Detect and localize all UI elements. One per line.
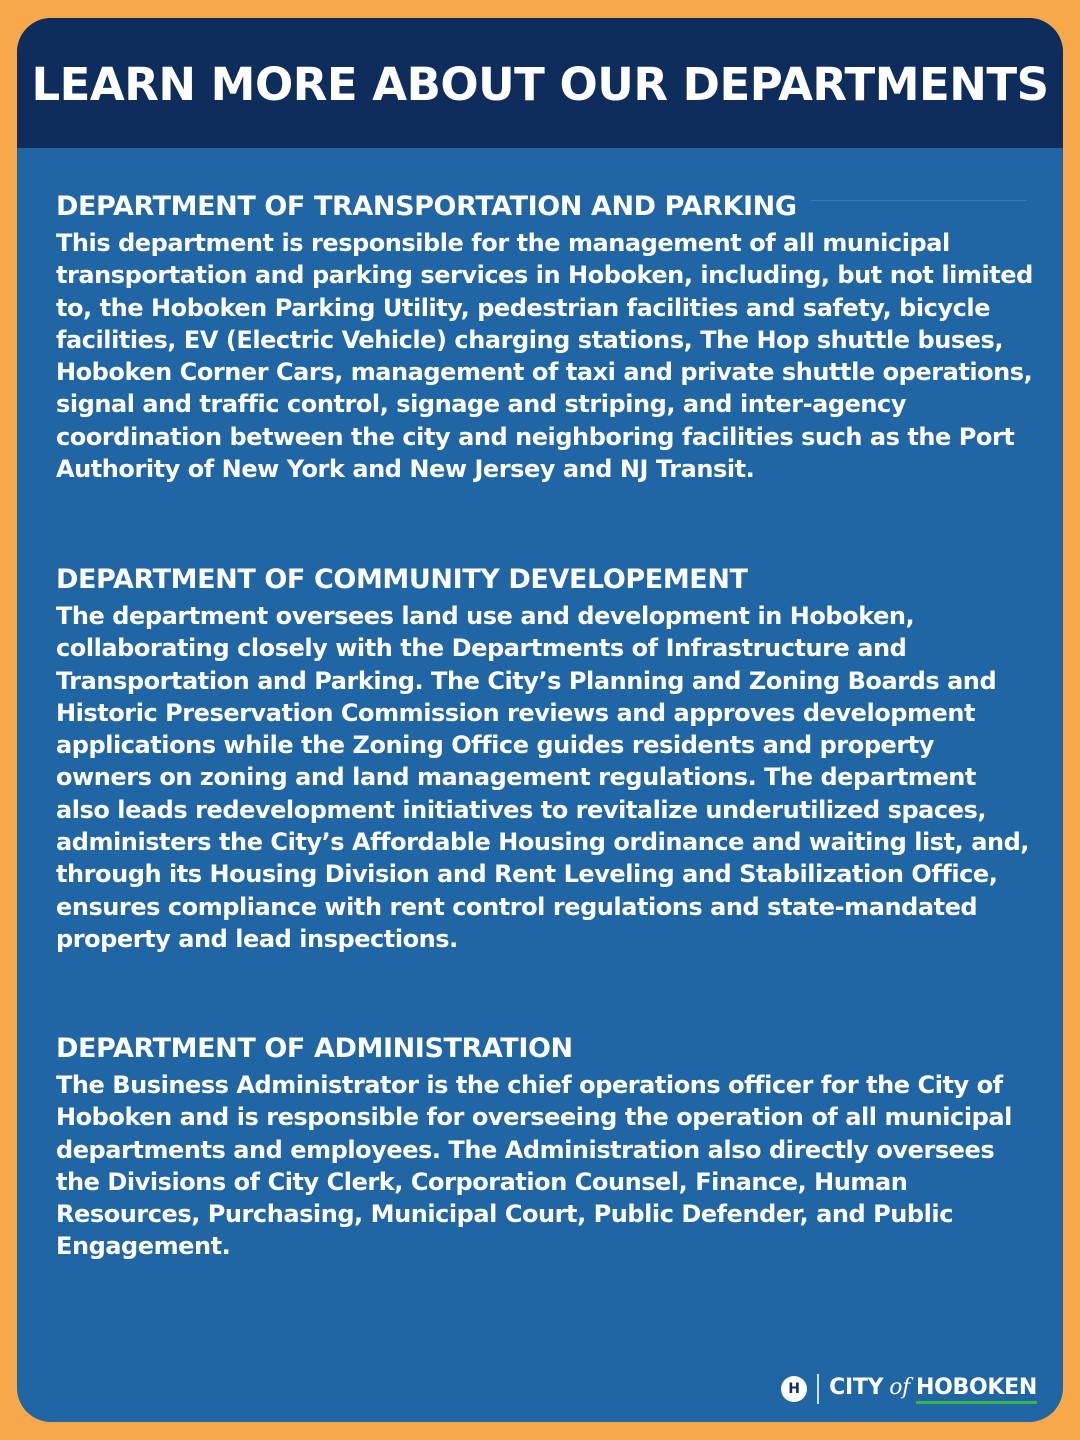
section-body: The Business Administrator is the chief operations officer for the City of Hoboken and is responsible for overseeing the operation of all municipal departments and employees. The Administration also directly oversees the Divisions of City Clerk, Corporation Counsel, Finance, Human Resources, Purchasing, Municipal Court, Public Defender, and Public Engagement. — [56, 1071, 1012, 1261]
logo-city-text: CITY — [829, 1374, 884, 1400]
section-body: This department is responsible for the management of all municipal transportation and parking services in Hoboken, including, but not limited to, the Hoboken Parking Utility, pedestrian facilities and safety, bicycle facilities, EV (Electric Vehicle) charging stations, The Hop shuttle buses, Hoboken Corner Cars, management of taxi and private shuttle operations, signal and traffic control, signage and striping, and inter-agency coordination between the city and neighboring facilities such as the Port Authority of New York and New Jersey and NJ Transit. — [56, 229, 1033, 484]
title-divider — [811, 200, 1026, 201]
header-banner — [17, 18, 1063, 148]
section-community-development — [56, 563, 1036, 955]
section-body: The department oversees land use and development in Hoboken, collaborating closely with the Departments of Infrastructure and Transportation and Parking. The City’s Planning and Zoning Boards and Historic Preservation Commission reviews and approves development applications while the Zoning Office guides residents and property owners on zoning and land management regulations. The department also leads redevelopment initiatives to revitalize underutilized spaces, administers the City’s Affordable Housing ordinance and waiting list, and, through its Housing Division and Rent Leveling and Stabilization Office, ensures compliance with rent control regulations and state-mandated property and lead inspections. — [56, 602, 1029, 953]
city-of-hoboken-logo — [781, 1374, 1037, 1404]
section-transportation-parking — [56, 190, 1036, 485]
logo-hoboken-text: HOBOKEN — [916, 1375, 1037, 1404]
hoboken-seal-icon: H — [781, 1376, 807, 1402]
section-title: DEPARTMENT OF ADMINISTRATION — [56, 1033, 573, 1064]
section-title: DEPARTMENT OF TRANSPORTATION AND PARKING — [56, 191, 797, 222]
info-card — [17, 18, 1063, 1422]
logo-wordmark — [829, 1375, 1037, 1404]
section-title: DEPARTMENT OF COMMUNITY DEVELOPEMENT — [56, 564, 748, 595]
logo-divider — [817, 1374, 819, 1404]
logo-of-text: of — [889, 1374, 911, 1400]
section-administration — [56, 1032, 1036, 1263]
page-title: LEARN MORE ABOUT OUR DEPARTMENTS — [31, 57, 1049, 111]
